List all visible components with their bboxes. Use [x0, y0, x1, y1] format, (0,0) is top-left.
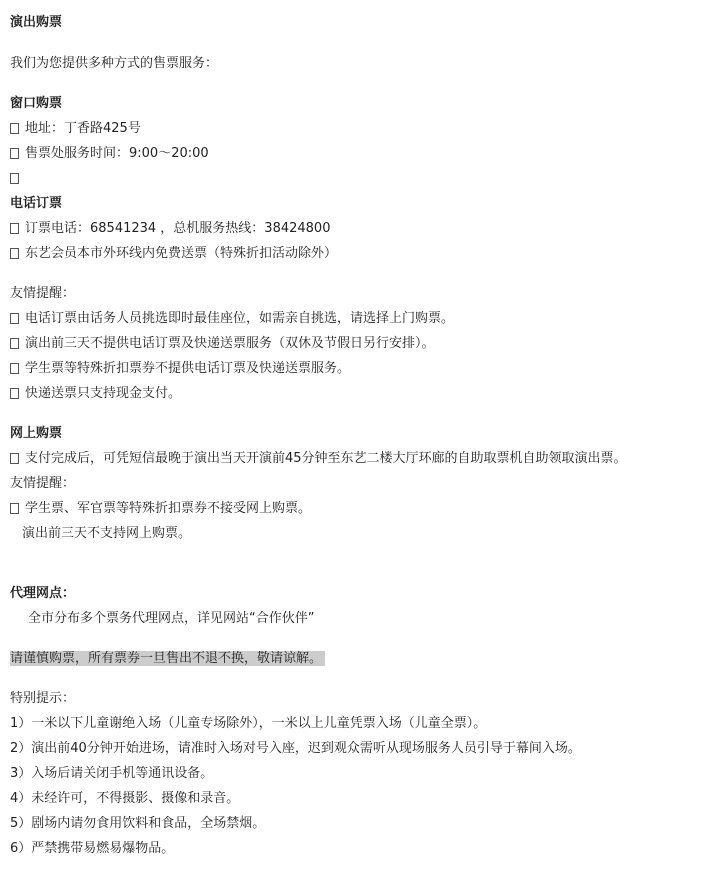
reminder-item-text: 学生票等特殊折扣票券不提供电话订票及快递送票服务。	[25, 361, 351, 376]
online-pickup-text: 支付完成后，可凭短信最晚于演出当天开演前45分钟至东艺二楼大厅环廊的自助取票机自助领取演出票。	[25, 451, 627, 466]
checkbox-glyph-icon	[10, 388, 19, 399]
checkbox-glyph-icon	[10, 313, 19, 324]
agents-text: 全市分布多个票务代理网点，详见网站“合作伙伴”	[28, 611, 315, 626]
checkbox-glyph-icon	[10, 338, 19, 349]
page-title: 演出购票	[10, 15, 63, 30]
checkbox-glyph-icon	[10, 248, 19, 259]
checkbox-glyph-icon	[10, 363, 19, 374]
window-address-text: 地址：丁香路425号	[25, 121, 141, 136]
refund-notice	[10, 646, 325, 671]
checkbox-glyph-icon	[10, 503, 19, 514]
phone-numbers	[10, 216, 330, 241]
window-address	[10, 116, 141, 141]
special-heading: 特别提示：	[10, 691, 76, 706]
checkbox-glyph-icon	[10, 453, 19, 464]
empty-bullet	[10, 166, 25, 191]
special-item: 6）严禁携带易燃易爆物品。	[10, 841, 175, 856]
phone-delivery-text: 东艺会员本市外环线内免费送票（特殊折扣活动除外）	[25, 246, 338, 261]
online-item-2: 演出前三天不支持网上购票。	[22, 526, 192, 541]
intro-text: 我们为您提供多种方式的售票服务：	[10, 56, 219, 71]
checkbox-glyph-icon	[10, 173, 19, 184]
phone-delivery	[10, 241, 337, 266]
reminder-item	[10, 306, 454, 331]
window-hours-text: 售票处服务时间：9:00～20:00	[25, 146, 209, 161]
special-item: 2）演出前40分钟开始进场，请准时入场对号入座，迟到观众需听从现场服务人员引导于幕间入场。	[10, 741, 581, 756]
reminder-heading: 友情提醒：	[10, 286, 76, 301]
online-pickup	[10, 446, 627, 471]
reminder-item-text: 快递送票只支持现金支付。	[25, 386, 182, 401]
checkbox-glyph-icon	[10, 223, 19, 234]
window-hours	[10, 141, 209, 166]
special-item: 1）一米以下儿童谢绝入场（儿童专场除外），一米以上儿童凭票入场（儿童全票）。	[10, 716, 487, 731]
special-item: 3）入场后请关闭手机等通讯设备。	[10, 766, 214, 781]
reminder-item	[10, 356, 350, 381]
reminder-item-text: 演出前三天不提供电话订票及快递送票服务（双休及节假日另行安排）。	[25, 336, 435, 351]
reminder-item-text: 电话订票由话务人员挑选即时最佳座位，如需亲自挑选，请选择上门购票。	[25, 311, 455, 326]
reminder-item	[10, 381, 181, 406]
online-item	[10, 496, 311, 521]
special-item: 4）未经许可，不得摄影、摄像和录音。	[10, 791, 240, 806]
checkbox-glyph-icon	[10, 123, 19, 134]
agents-heading: 代理网点：	[10, 586, 76, 601]
online-item-text: 学生票、军官票等特殊折扣票券不接受网上购票。	[25, 501, 312, 516]
checkbox-glyph-icon	[10, 148, 19, 159]
phone-numbers-text: 订票电话：68541234 ，总机服务热线：38424800	[25, 221, 331, 236]
online-heading: 网上购票	[10, 426, 63, 441]
online-reminder-heading: 友情提醒：	[10, 476, 76, 491]
reminder-item	[10, 331, 435, 356]
window-heading: 窗口购票	[10, 96, 63, 111]
phone-heading: 电话订票	[10, 196, 63, 211]
special-item: 5）剧场内请勿食用饮料和食品，全场禁烟。	[10, 816, 266, 831]
refund-notice-text: 请谨慎购票，所有票券一旦售出不退不换，敬请谅解。	[10, 651, 325, 666]
